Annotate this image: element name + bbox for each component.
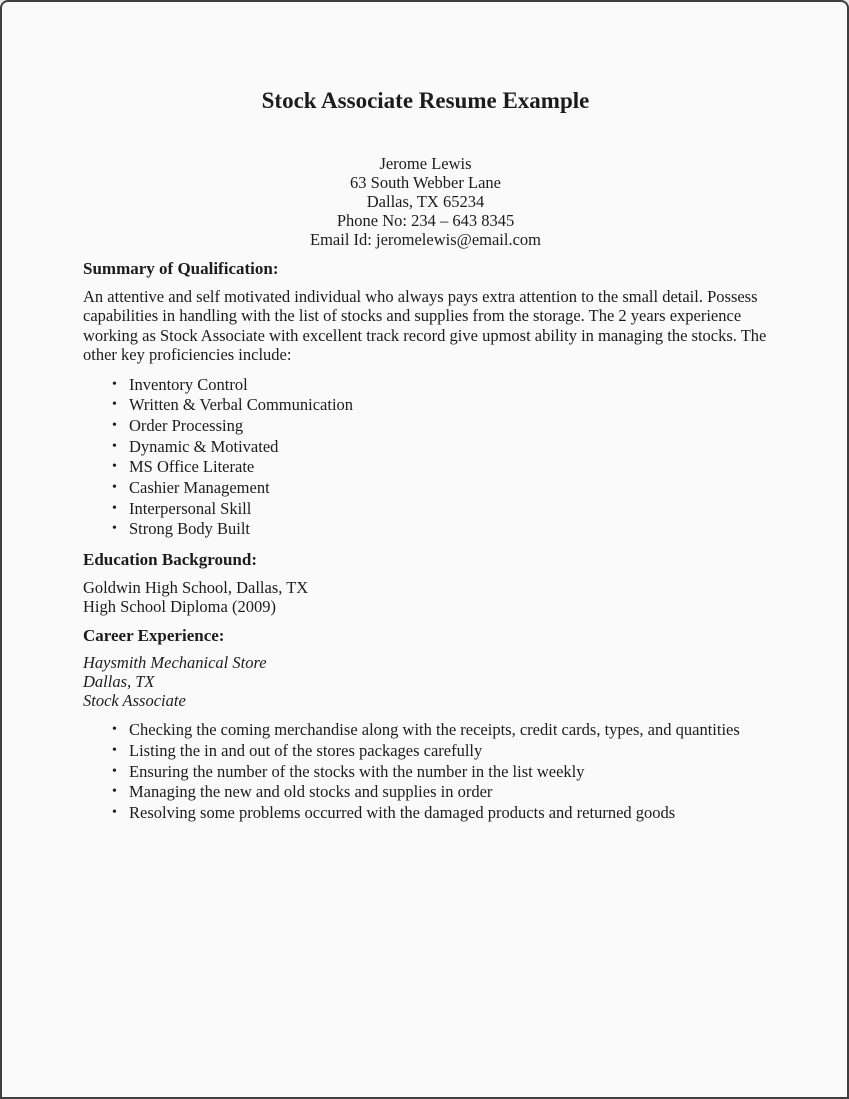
education-heading: Education Background: [83, 550, 257, 570]
list-item: • Dynamic & Motivated [129, 437, 768, 458]
education-diploma: High School Diploma (2009) [83, 596, 276, 616]
duties-list [83, 720, 768, 824]
list-item: • Written & Verbal Communication [129, 395, 768, 416]
contact-address-line2: Dallas, TX 65234 [366, 192, 485, 211]
employer-location: Dallas, TX [83, 672, 155, 692]
contact-block [83, 154, 768, 249]
job-title: Stock Associate [83, 691, 186, 711]
list-item: • Listing the in and out of the stores packages carefully [129, 741, 768, 762]
list-item: • Managing the new and old stocks and supplies in order [129, 782, 768, 803]
list-item: • Ensuring the number of the stocks with the number in the list weekly [129, 762, 768, 783]
proficiencies-list [83, 375, 768, 541]
list-item: • Interpersonal Skill [129, 499, 768, 520]
list-item: • MS Office Literate [129, 457, 768, 478]
list-item: • Cashier Management [129, 478, 768, 499]
employer-name: Haysmith Mechanical Store [83, 653, 267, 673]
contact-name: Jerome Lewis [379, 154, 472, 173]
education-block [83, 578, 768, 616]
list-item: • Strong Body Built [129, 519, 768, 540]
education-school: Goldwin High School, Dallas, TX [83, 577, 309, 597]
page-title: Stock Associate Resume Example [261, 88, 590, 113]
list-item: • Inventory Control [129, 375, 768, 396]
summary-heading: Summary of Qualification: [83, 259, 279, 278]
list-item: • Order Processing [129, 416, 768, 437]
employer-block [83, 653, 768, 710]
contact-phone: Phone No: 234 – 643 8345 [336, 211, 515, 230]
summary-paragraph: An attentive and self motivated individual who always pays extra attention to the small detail. Possess capabilities in handling with the list of stocks and supplies from the storage. The 2 years experience working as Stock Associate with excellent track record give upmost ability in managing the stocks. The other key proficiencies include: [83, 286, 767, 364]
experience-heading: Career Experience: [83, 625, 225, 645]
list-item: • Resolving some problems occurred with the damaged products and returned goods [129, 803, 768, 824]
contact-email: Email Id: jeromelewis@email.com [310, 230, 541, 249]
contact-address-line1: 63 South Webber Lane [350, 173, 501, 192]
list-item: • Checking the coming merchandise along with the receipts, credit cards, types, and quantities [129, 720, 768, 741]
